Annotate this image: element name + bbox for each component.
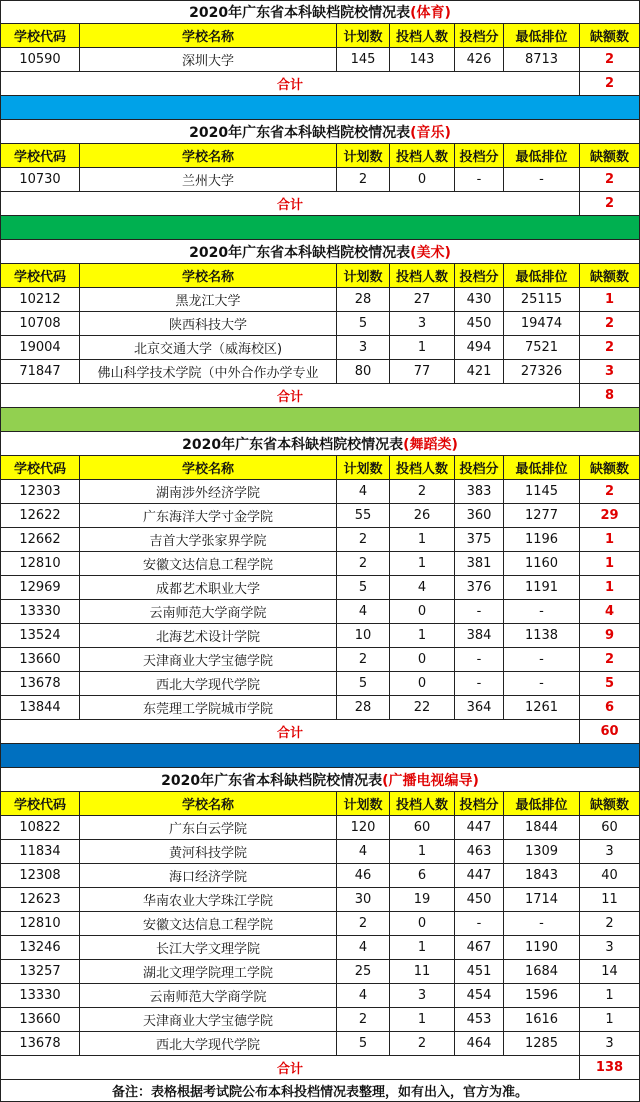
shortfall-cell: 2 (580, 336, 640, 359)
min-rank-cell: 1844 (504, 816, 580, 839)
plan-count-cell: 28 (337, 696, 390, 719)
admitted-count-cell: 19 (390, 888, 455, 911)
min-rank-cell: 19474 (504, 312, 580, 335)
shortfall-cell: 2 (580, 312, 640, 335)
min-rank-cell: 1160 (504, 552, 580, 575)
school-code-cell: 11834 (0, 840, 80, 863)
total-label: 合计 (0, 192, 580, 215)
total-label: 合计 (0, 720, 580, 743)
school-code-cell: 12969 (0, 576, 80, 599)
section-title-category: (体育) (410, 5, 451, 21)
admitted-count-cell: 2 (390, 1032, 455, 1055)
school-code-header: 学校代码 (0, 144, 80, 167)
plan-count-cell: 4 (337, 936, 390, 959)
shortfall-cell: 3 (580, 936, 640, 959)
shortfall-cell: 40 (580, 864, 640, 887)
admission-score-cell: 467 (455, 936, 504, 959)
admission-score-cell: 447 (455, 816, 504, 839)
shortfall-cell: 2 (580, 48, 640, 71)
table-row (0, 528, 640, 552)
plan-count-cell: 2 (337, 168, 390, 191)
admitted-count-cell: 4 (390, 576, 455, 599)
shortfall-cell: 60 (580, 816, 640, 839)
plan-count-cell: 145 (337, 48, 390, 71)
min-rank-cell: 1191 (504, 576, 580, 599)
section-title-category: (广播电视编导) (382, 772, 479, 789)
admitted-count-cell: 1 (390, 840, 455, 863)
min-rank-cell: 1684 (504, 960, 580, 983)
column-header-row (0, 24, 640, 48)
admitted-count-header: 投档人数 (390, 264, 455, 287)
section-title-row (0, 120, 640, 144)
total-value: 8 (580, 384, 640, 407)
school-name-cell: 东莞理工学院城市学院 (80, 696, 337, 719)
school-code-cell: 10590 (0, 48, 80, 71)
plan-count-header: 计划数 (337, 792, 390, 815)
school-name-header: 学校名称 (80, 24, 337, 47)
min-rank-header: 最低排位 (504, 264, 580, 287)
total-row (0, 192, 640, 216)
total-row (0, 1056, 640, 1080)
school-name-cell: 成都艺术职业大学 (80, 576, 337, 599)
shortfall-header: 缺额数 (580, 456, 640, 479)
shortfall-cell: 2 (580, 168, 640, 191)
plan-count-cell: 4 (337, 480, 390, 503)
admission-score-cell: 447 (455, 864, 504, 887)
admitted-count-cell: 0 (390, 600, 455, 623)
plan-count-cell: 2 (337, 552, 390, 575)
admission-score-cell: - (455, 648, 504, 671)
total-row (0, 720, 640, 744)
admission-score-cell: 384 (455, 624, 504, 647)
section-title (0, 768, 640, 791)
plan-count-cell: 2 (337, 648, 390, 671)
shortfall-cell: 1 (580, 552, 640, 575)
admitted-count-cell: 1 (390, 528, 455, 551)
school-code-cell: 13678 (0, 1032, 80, 1055)
total-value: 138 (580, 1056, 640, 1079)
plan-count-cell: 5 (337, 672, 390, 695)
admission-score-cell: - (455, 672, 504, 695)
admission-score-cell: - (455, 600, 504, 623)
school-name-cell: 广东白云学院 (80, 816, 337, 839)
admission-score-header: 投档分 (455, 264, 504, 287)
table-row (0, 624, 640, 648)
school-code-cell: 10212 (0, 288, 80, 311)
admitted-count-cell: 1 (390, 336, 455, 359)
admission-score-cell: - (455, 168, 504, 191)
admitted-count-cell: 0 (390, 912, 455, 935)
shortfall-header: 缺额数 (580, 792, 640, 815)
school-code-header: 学校代码 (0, 24, 80, 47)
section-title (0, 1, 640, 23)
shortfall-cell: 2 (580, 480, 640, 503)
plan-count-cell: 2 (337, 912, 390, 935)
shortfall-header: 缺额数 (580, 264, 640, 287)
shortfall-cell: 6 (580, 696, 640, 719)
school-code-cell: 13660 (0, 1008, 80, 1031)
admission-score-header: 投档分 (455, 456, 504, 479)
school-name-cell: 陕西科技大学 (80, 312, 337, 335)
table-row (0, 960, 640, 984)
school-name-cell: 北京交通大学（威海校区) (80, 336, 337, 359)
admitted-count-cell: 6 (390, 864, 455, 887)
school-name-cell: 湖南涉外经济学院 (80, 480, 337, 503)
school-name-cell: 云南师范大学商学院 (80, 984, 337, 1007)
plan-count-cell: 10 (337, 624, 390, 647)
total-label: 合计 (0, 72, 580, 95)
shortfall-cell: 14 (580, 960, 640, 983)
section-title (0, 120, 640, 143)
admission-score-cell: 364 (455, 696, 504, 719)
admission-score-cell: - (455, 912, 504, 935)
section-title-prefix: 2020年广东省本科缺档院校情况表 (189, 5, 411, 21)
section-separator-band (0, 96, 640, 120)
table-row (0, 480, 640, 504)
table-row (0, 888, 640, 912)
school-name-header: 学校名称 (80, 264, 337, 287)
school-name-cell: 黄河科技学院 (80, 840, 337, 863)
shortfall-cell: 5 (580, 672, 640, 695)
school-name-cell: 吉首大学张家界学院 (80, 528, 337, 551)
admitted-count-header: 投档人数 (390, 144, 455, 167)
admission-score-cell: 426 (455, 48, 504, 71)
min-rank-header: 最低排位 (504, 792, 580, 815)
school-code-cell: 12662 (0, 528, 80, 551)
admission-score-cell: 383 (455, 480, 504, 503)
total-row (0, 72, 640, 96)
section-title-row (0, 432, 640, 456)
school-code-cell: 12810 (0, 912, 80, 935)
plan-count-header: 计划数 (337, 144, 390, 167)
table-row (0, 360, 640, 384)
school-code-cell: 13844 (0, 696, 80, 719)
school-code-cell: 10822 (0, 816, 80, 839)
column-header-row (0, 456, 640, 480)
shortfall-cell: 1 (580, 528, 640, 551)
table-row (0, 1032, 640, 1056)
admitted-count-header: 投档人数 (390, 792, 455, 815)
plan-count-header: 计划数 (337, 456, 390, 479)
min-rank-cell: 1277 (504, 504, 580, 527)
section-title-row (0, 768, 640, 792)
min-rank-cell: 7521 (504, 336, 580, 359)
table-row (0, 864, 640, 888)
school-name-cell: 深圳大学 (80, 48, 337, 71)
min-rank-cell: 1596 (504, 984, 580, 1007)
section-title-prefix: 2020年广东省本科缺档院校情况表 (182, 436, 404, 453)
table-row (0, 288, 640, 312)
school-name-header: 学校名称 (80, 144, 337, 167)
table-row (0, 576, 640, 600)
table-row (0, 936, 640, 960)
admission-score-cell: 376 (455, 576, 504, 599)
admission-score-cell: 453 (455, 1008, 504, 1031)
min-rank-header: 最低排位 (504, 24, 580, 47)
table-row (0, 336, 640, 360)
school-code-cell: 13257 (0, 960, 80, 983)
total-value: 2 (580, 72, 640, 95)
admission-score-cell: 464 (455, 1032, 504, 1055)
total-value: 2 (580, 192, 640, 215)
table-row (0, 552, 640, 576)
plan-count-cell: 46 (337, 864, 390, 887)
admission-score-header: 投档分 (455, 792, 504, 815)
school-name-cell: 天津商业大学宝德学院 (80, 648, 337, 671)
plan-count-cell: 3 (337, 336, 390, 359)
section-title-prefix: 2020年广东省本科缺档院校情况表 (161, 772, 383, 789)
school-code-cell: 13524 (0, 624, 80, 647)
admission-score-cell: 454 (455, 984, 504, 1007)
min-rank-cell: - (504, 672, 580, 695)
admitted-count-cell: 143 (390, 48, 455, 71)
admitted-count-cell: 60 (390, 816, 455, 839)
table-row (0, 840, 640, 864)
school-code-cell: 13660 (0, 648, 80, 671)
table-row (0, 912, 640, 936)
table-row (0, 168, 640, 192)
school-name-cell: 西北大学现代学院 (80, 1032, 337, 1055)
section-separator-band (0, 408, 640, 432)
school-code-cell: 13330 (0, 984, 80, 1007)
shortfall-cell: 29 (580, 504, 640, 527)
plan-count-cell: 120 (337, 816, 390, 839)
school-name-header: 学校名称 (80, 792, 337, 815)
school-code-cell: 10730 (0, 168, 80, 191)
section-title-row (0, 0, 640, 24)
table-row (0, 600, 640, 624)
min-rank-cell: - (504, 648, 580, 671)
min-rank-cell: - (504, 600, 580, 623)
plan-count-cell: 5 (337, 1032, 390, 1055)
school-code-cell: 12303 (0, 480, 80, 503)
school-name-cell: 海口经济学院 (80, 864, 337, 887)
min-rank-cell: 25115 (504, 288, 580, 311)
school-code-cell: 71847 (0, 360, 80, 383)
school-name-cell: 安徽文达信息工程学院 (80, 552, 337, 575)
admission-score-cell: 421 (455, 360, 504, 383)
note-row (0, 1080, 640, 1102)
min-rank-cell: 1714 (504, 888, 580, 911)
school-name-cell: 佛山科学技术学院（中外合作办学专业 (80, 360, 337, 383)
total-value: 60 (580, 720, 640, 743)
section-title (0, 432, 640, 455)
admitted-count-cell: 1 (390, 552, 455, 575)
table-row (0, 504, 640, 528)
shortfall-cell: 1 (580, 288, 640, 311)
column-header-row (0, 792, 640, 816)
plan-count-cell: 4 (337, 600, 390, 623)
school-name-cell: 云南师范大学商学院 (80, 600, 337, 623)
school-code-header: 学校代码 (0, 792, 80, 815)
school-name-cell: 华南农业大学珠江学院 (80, 888, 337, 911)
school-code-header: 学校代码 (0, 456, 80, 479)
plan-count-header: 计划数 (337, 24, 390, 47)
min-rank-cell: 1138 (504, 624, 580, 647)
admission-score-cell: 375 (455, 528, 504, 551)
plan-count-header: 计划数 (337, 264, 390, 287)
school-code-cell: 13246 (0, 936, 80, 959)
column-header-row (0, 264, 640, 288)
shortfall-cell: 2 (580, 648, 640, 671)
shortfall-header: 缺额数 (580, 24, 640, 47)
school-name-header: 学校名称 (80, 456, 337, 479)
admitted-count-cell: 22 (390, 696, 455, 719)
admitted-count-cell: 1 (390, 936, 455, 959)
school-name-cell: 北海艺术设计学院 (80, 624, 337, 647)
school-code-cell: 19004 (0, 336, 80, 359)
table-row (0, 672, 640, 696)
shortfall-cell: 3 (580, 360, 640, 383)
shortfall-cell: 1 (580, 984, 640, 1007)
admitted-count-cell: 26 (390, 504, 455, 527)
total-label: 合计 (0, 1056, 580, 1079)
admission-score-cell: 463 (455, 840, 504, 863)
shortfall-cell: 1 (580, 576, 640, 599)
admitted-count-cell: 0 (390, 168, 455, 191)
admitted-count-cell: 3 (390, 312, 455, 335)
admitted-count-cell: 0 (390, 648, 455, 671)
school-code-cell: 12622 (0, 504, 80, 527)
table-row (0, 696, 640, 720)
shortfall-cell: 9 (580, 624, 640, 647)
plan-count-cell: 5 (337, 312, 390, 335)
table-row (0, 312, 640, 336)
min-rank-cell: - (504, 912, 580, 935)
school-name-cell: 西北大学现代学院 (80, 672, 337, 695)
admission-score-cell: 450 (455, 888, 504, 911)
min-rank-header: 最低排位 (504, 144, 580, 167)
total-row (0, 384, 640, 408)
plan-count-cell: 80 (337, 360, 390, 383)
min-rank-cell: 1261 (504, 696, 580, 719)
admitted-count-cell: 77 (390, 360, 455, 383)
shortfall-cell: 4 (580, 600, 640, 623)
table-row (0, 1008, 640, 1032)
shortfall-cell: 3 (580, 1032, 640, 1055)
school-name-cell: 安徽文达信息工程学院 (80, 912, 337, 935)
shortfall-header: 缺额数 (580, 144, 640, 167)
admitted-count-header: 投档人数 (390, 24, 455, 47)
school-code-cell: 13330 (0, 600, 80, 623)
school-code-cell: 12308 (0, 864, 80, 887)
section-title-category: (音乐) (410, 124, 451, 141)
column-header-row (0, 144, 640, 168)
admitted-count-cell: 2 (390, 480, 455, 503)
plan-count-cell: 5 (337, 576, 390, 599)
admission-score-cell: 381 (455, 552, 504, 575)
admission-score-cell: 494 (455, 336, 504, 359)
min-rank-cell: 27326 (504, 360, 580, 383)
min-rank-header: 最低排位 (504, 456, 580, 479)
min-rank-cell: 1190 (504, 936, 580, 959)
min-rank-cell: 1196 (504, 528, 580, 551)
school-name-cell: 长江大学文理学院 (80, 936, 337, 959)
section-title-prefix: 2020年广东省本科缺档院校情况表 (189, 124, 411, 141)
school-name-cell: 天津商业大学宝德学院 (80, 1008, 337, 1031)
plan-count-cell: 25 (337, 960, 390, 983)
admitted-count-cell: 11 (390, 960, 455, 983)
plan-count-cell: 2 (337, 1008, 390, 1031)
min-rank-cell: - (504, 168, 580, 191)
table-row (0, 816, 640, 840)
admission-score-cell: 451 (455, 960, 504, 983)
admitted-count-cell: 3 (390, 984, 455, 1007)
admitted-count-cell: 1 (390, 624, 455, 647)
section-separator-band (0, 744, 640, 768)
shortfall-cell: 2 (580, 912, 640, 935)
min-rank-cell: 1309 (504, 840, 580, 863)
table-row (0, 48, 640, 72)
plan-count-cell: 28 (337, 288, 390, 311)
school-code-cell: 12623 (0, 888, 80, 911)
plan-count-cell: 55 (337, 504, 390, 527)
school-code-cell: 12810 (0, 552, 80, 575)
footnote: 备注：表格根据考试院公布本科投档情况表整理，如有出入，官方为准。 (0, 1080, 640, 1101)
plan-count-cell: 30 (337, 888, 390, 911)
admission-score-header: 投档分 (455, 24, 504, 47)
school-name-cell: 广东海洋大学寸金学院 (80, 504, 337, 527)
min-rank-cell: 1285 (504, 1032, 580, 1055)
table-row (0, 648, 640, 672)
school-code-cell: 10708 (0, 312, 80, 335)
school-name-cell: 兰州大学 (80, 168, 337, 191)
section-title-category: (舞蹈类) (403, 436, 458, 453)
school-code-cell: 13678 (0, 672, 80, 695)
shortfall-cell: 1 (580, 1008, 640, 1031)
admission-score-cell: 360 (455, 504, 504, 527)
shortfall-cell: 11 (580, 888, 640, 911)
admitted-count-header: 投档人数 (390, 456, 455, 479)
min-rank-cell: 1843 (504, 864, 580, 887)
min-rank-cell: 8713 (504, 48, 580, 71)
admission-score-cell: 430 (455, 288, 504, 311)
min-rank-cell: 1616 (504, 1008, 580, 1031)
admission-score-cell: 450 (455, 312, 504, 335)
plan-count-cell: 4 (337, 984, 390, 1007)
section-title-category: (美术) (410, 244, 451, 261)
section-title (0, 240, 640, 263)
plan-count-cell: 2 (337, 528, 390, 551)
section-separator-band (0, 216, 640, 240)
section-title-row (0, 240, 640, 264)
total-label: 合计 (0, 384, 580, 407)
admission-score-header: 投档分 (455, 144, 504, 167)
admitted-count-cell: 1 (390, 1008, 455, 1031)
school-name-cell: 湖北文理学院理工学院 (80, 960, 337, 983)
section-title-prefix: 2020年广东省本科缺档院校情况表 (189, 244, 411, 261)
shortfall-cell: 3 (580, 840, 640, 863)
school-name-cell: 黑龙江大学 (80, 288, 337, 311)
admitted-count-cell: 27 (390, 288, 455, 311)
admitted-count-cell: 0 (390, 672, 455, 695)
table-row (0, 984, 640, 1008)
plan-count-cell: 4 (337, 840, 390, 863)
min-rank-cell: 1145 (504, 480, 580, 503)
school-code-header: 学校代码 (0, 264, 80, 287)
